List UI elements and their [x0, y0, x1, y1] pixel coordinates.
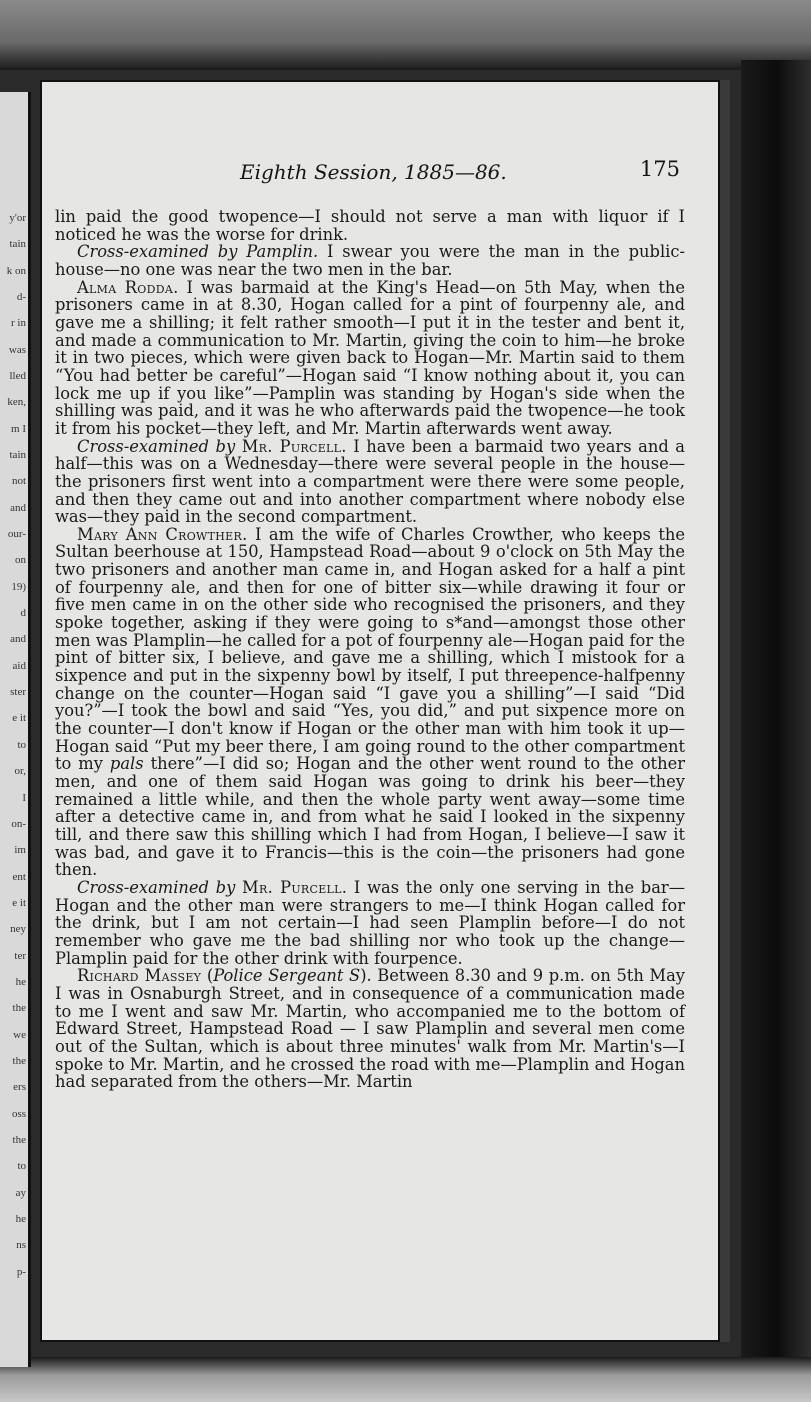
text-run: ( [201, 966, 214, 986]
margin-fragment: aid [12, 659, 26, 672]
paragraph [55, 967, 685, 1091]
text-run: I swear you were the man in the public-house—no one was near the two men in the bar. [55, 242, 686, 279]
margin-fragment: m I [11, 422, 26, 435]
margin-fragment: was [8, 343, 26, 356]
margin-fragment: to [17, 738, 26, 751]
speaker-name: Mr. Purcell. [242, 877, 348, 897]
margin-fragment: and [10, 501, 26, 514]
margin-fragment: d- [16, 291, 26, 304]
margin-fragment: we [13, 1028, 26, 1041]
paragraph [55, 243, 685, 278]
film-right-edge [741, 60, 811, 1360]
text-run: I have been a barmaid two years and a half—this was on a Wednesday—there were several people in the house—the prisoners first went into a compartment were there were some people, and then they came out and into another compartment where nobody else was—they paid in the second compartment. [55, 436, 685, 527]
margin-fragment: 19) [11, 580, 26, 593]
margin-fragment: he [15, 975, 26, 988]
page-header [40, 157, 720, 190]
speaker-name: Mary Ann Crowther. [77, 524, 248, 544]
text-run: lin paid the good twopence—I should not serve a man with liquor if I noticed he was the worse for drink. [55, 207, 685, 244]
margin-fragment: on- [11, 817, 26, 830]
running-title: Eighth Session, 1885—86. [240, 160, 507, 184]
margin-fragment: lled [9, 370, 26, 383]
margin-fragment: ter [14, 949, 26, 962]
margin-fragment: our- [7, 528, 26, 541]
margin-fragment: k on [6, 264, 26, 277]
margin-fragment: ent [12, 870, 26, 883]
adjacent-page-strip [0, 92, 31, 1367]
page-number: 175 [639, 157, 680, 181]
text-run: ). Between 8.30 and 9 p.m. on 5th May I was in Osnaburgh Street, and in consequence of a communication made to me I went and saw Mr. Martin, who accompanied me to the bottom of Edward Street, Hampstead Road — I saw Plamplin and several men come out of the Sultan, which is about three minutes' walk from Mr. Martin's—I spoke to Mr. Martin, and he crossed the road with me—Plamplin and Hogan had separated from the others—Mr. Martin [55, 966, 686, 1092]
margin-fragment: e it [12, 896, 26, 909]
speaker-name: Richard Massey [77, 966, 202, 986]
margin-fragment: ster [10, 686, 26, 699]
margin-fragment: ay [15, 1186, 26, 1199]
paragraph [55, 279, 685, 438]
margin-fragment: and [10, 633, 26, 646]
margin-fragment: d [20, 607, 26, 620]
margin-fragment: y'or [9, 212, 26, 224]
italic-text: pals [109, 754, 144, 774]
margin-fragment: oss [11, 1107, 26, 1120]
text-run: there”—I did so; Hogan and the other went round to the other men, and one of them said Hogan was going to drink his beer—they remained a little while, and then the whole party went away—some time after a detective came in, and from what he said I looked in the sixpenny till, and there saw this shilling which I had from Hogan, I believe—I saw it was bad, and gave it to Francis—this is the coin—the prisoners had gone then. [55, 754, 685, 880]
margin-fragment: I [22, 791, 26, 804]
speaker-name: Alma Rodda. [77, 277, 179, 297]
speaker-name: Mr. Purcell. [241, 436, 347, 456]
italic-text: Cross-examined by [77, 436, 236, 456]
margin-fragment: ns [16, 1239, 26, 1252]
margin-fragment: the [12, 1133, 26, 1146]
margin-fragment: the [12, 1002, 26, 1015]
margin-fragment: e it [12, 712, 26, 725]
book-page [40, 80, 720, 1342]
film-top-edge [0, 0, 811, 70]
italic-text: Cross-examined by Pamplin. [77, 242, 319, 262]
margin-fragment: im [14, 844, 26, 857]
margin-fragment: r in [11, 317, 26, 330]
margin-fragment: to [17, 1160, 26, 1173]
margin-fragment: he [15, 1212, 26, 1225]
paragraph [55, 208, 685, 243]
italic-text: Police Sergeant S [213, 966, 361, 986]
text-run: I am the wife of Charles Crowther, who keeps the Sultan beerhouse at 150, Hampstead Road—about 9 o'clock on 5th May the two prisoners and another man came in, and Hogan asked for a half a pint of fourpenny ale, and then for one of bitter six—while drawing it four or five men came in on the other side who recognised the prisoners, and they spoke together, asking if they were going to s*and—amongst those other men was Plamplin—he called for a pot of fourpenny ale—Hogan paid for the pint of bitter six, I believe, and gave me a shilling, which I mistook for a sixpence and put in the sixpenny bowl by itself, I put threepence-halfpenny change on the counter—Hogan said “I gave you a shilling”—I said “Did you?”—I took the bowl and said “Yes, you did,” and put sixpence more on the counter—I don't know if Hogan or the other man with him took it up—Hogan said “Put my beer there, I am going round to the other compartment to my [55, 524, 685, 774]
paragraph [55, 438, 685, 526]
margin-fragment: or, [14, 765, 26, 778]
film-bottom-edge [0, 1357, 811, 1402]
margin-fragment: the [12, 1054, 26, 1067]
margin-fragment: tain [9, 449, 26, 462]
margin-fragment: on [15, 554, 26, 567]
margin-fragment: not [11, 475, 26, 488]
margin-fragment: ken, [7, 396, 26, 409]
paragraph [55, 879, 685, 967]
page-body [55, 208, 685, 1091]
margin-fragment: tain [9, 238, 26, 251]
italic-text: Cross-examined by [77, 877, 236, 897]
paragraph [55, 526, 685, 879]
text-run: I was the only one serving in the bar—Hogan and the other man were strangers to me—I think Hogan called for the drink, but I am not certain—I had seen Plamplin before—I do not remember who gave me the bad shilling nor who took up the change—Plamplin paid for the other drink with fourpence. [55, 877, 685, 968]
margin-fragment: ers [13, 1081, 26, 1094]
margin-fragment: p- [16, 1265, 26, 1278]
margin-fragment: ney [10, 923, 26, 936]
text-run: I was barmaid at the King's Head—on 5th May, when the prisoners came in at 8.30, Hogan called for a pint of fourpenny ale, and gave me a shilling; it felt rather smooth—I put it in the tester and bent it, and made a communication to Mr. Martin, giving the coin to him—he broke it in two pieces, which were given back to Hogan—Mr. Martin said to them “You had better be careful”—Hogan said “I know nothing about it, you can lock me up if you like”—Pamplin was standing by Hogan's side when the shilling was paid, and it was he who afterwards paid the twopence—he took it from his pocket—they left, and Mr. Martin afterwards went away. [55, 277, 686, 438]
